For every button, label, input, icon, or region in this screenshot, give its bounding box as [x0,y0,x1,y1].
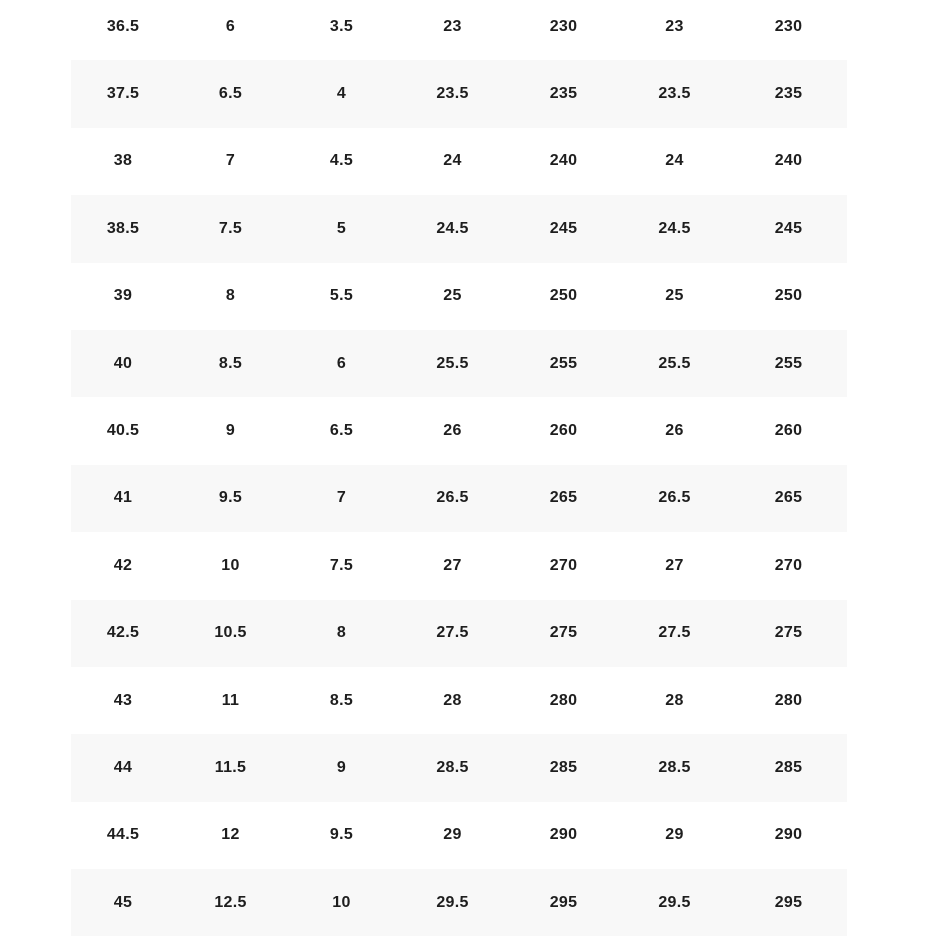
table-cell: 40 [71,330,175,397]
table-row [71,869,847,936]
table-cell: 26.5 [397,465,508,532]
table-cell: 25 [665,287,684,305]
table-cell: 290 [774,826,803,844]
table-cell: 27 [665,556,684,574]
table-cell: 250 [774,287,803,305]
table-row [71,195,847,262]
table-cell: 26 [443,422,462,440]
table-cell: 25.5 [397,330,508,397]
table-cell: 40.5 [106,422,140,440]
table-row [71,802,847,869]
table-cell: 5 [286,195,397,262]
table-cell: 11.5 [175,734,286,801]
table-cell: 245 [508,195,619,262]
table-cell: 275 [508,600,619,667]
table-cell: 44.5 [106,826,140,844]
table-cell: 6.5 [175,60,286,127]
table-cell: 7.5 [175,195,286,262]
table-cell: 255 [730,330,847,397]
table-cell: 265 [730,465,847,532]
table-cell: 8 [225,287,236,305]
table-cell: 230 [549,17,578,35]
table-cell: 10 [286,869,397,936]
table-row [71,128,847,195]
table-cell: 250 [549,287,578,305]
table-cell: 8 [286,600,397,667]
table-row [71,263,847,330]
table-cell: 37.5 [71,60,175,127]
table-cell: 235 [730,60,847,127]
table-cell: 9.5 [329,826,354,844]
table-row [71,600,847,667]
size-chart-body [71,0,847,936]
table-cell: 28.5 [397,734,508,801]
table-cell: 12.5 [175,869,286,936]
table-cell: 7.5 [329,556,354,574]
table-cell: 255 [508,330,619,397]
table-cell: 6 [286,330,397,397]
table-row [71,397,847,464]
table-cell: 230 [774,17,803,35]
table-cell: 42.5 [71,600,175,667]
table-cell: 27 [443,556,462,574]
table-cell: 12 [221,826,240,844]
table-cell: 10 [221,556,240,574]
table-cell: 7 [225,152,236,170]
table-cell: 260 [549,422,578,440]
table-cell: 6.5 [329,422,354,440]
table-cell: 260 [774,422,803,440]
table-cell: 23 [443,17,462,35]
table-cell: 23.5 [397,60,508,127]
table-cell: 235 [508,60,619,127]
table-cell: 25 [443,287,462,305]
table-cell: 10.5 [175,600,286,667]
table-cell: 5.5 [329,287,354,305]
table-cell: 265 [508,465,619,532]
table-cell: 38.5 [71,195,175,262]
table-row [71,465,847,532]
table-row [71,0,847,60]
table-row [71,60,847,127]
table-cell: 8.5 [329,691,354,709]
table-cell: 285 [508,734,619,801]
table-cell: 24 [665,152,684,170]
table-cell: 11 [221,691,240,709]
table-cell: 280 [549,691,578,709]
table-cell: 29.5 [397,869,508,936]
table-cell: 290 [549,826,578,844]
table-cell: 4.5 [329,152,354,170]
table-row [71,667,847,734]
table-cell: 38 [113,152,133,170]
table-cell: 295 [730,869,847,936]
table-row [71,532,847,599]
table-cell: 29 [665,826,684,844]
table-cell: 26.5 [619,465,730,532]
table-cell: 24.5 [619,195,730,262]
table-cell: 23.5 [619,60,730,127]
table-cell: 45 [71,869,175,936]
table-cell: 3.5 [329,17,354,35]
table-cell: 7 [286,465,397,532]
table-cell: 41 [71,465,175,532]
table-cell: 27.5 [397,600,508,667]
table-row [71,330,847,397]
table-cell: 4 [286,60,397,127]
table-cell: 26 [665,422,684,440]
table-cell: 23 [665,17,684,35]
table-cell: 28 [443,691,462,709]
table-cell: 24.5 [397,195,508,262]
table-cell: 240 [549,152,578,170]
size-chart-table [71,0,847,936]
table-cell: 240 [774,152,803,170]
table-cell: 280 [774,691,803,709]
table-cell: 43 [113,691,133,709]
table-cell: 28 [665,691,684,709]
table-cell: 245 [730,195,847,262]
table-cell: 9.5 [175,465,286,532]
table-cell: 39 [113,287,133,305]
table-cell: 29 [443,826,462,844]
table-cell: 295 [508,869,619,936]
table-cell: 9 [286,734,397,801]
table-cell: 25.5 [619,330,730,397]
table-row [71,734,847,801]
table-cell: 24 [443,152,462,170]
table-cell: 9 [225,422,236,440]
table-cell: 42 [113,556,133,574]
table-cell: 275 [730,600,847,667]
table-cell: 270 [774,556,803,574]
table-cell: 36.5 [106,17,140,35]
table-cell: 8.5 [175,330,286,397]
table-cell: 44 [71,734,175,801]
table-cell: 285 [730,734,847,801]
table-cell: 270 [549,556,578,574]
table-cell: 28.5 [619,734,730,801]
table-cell: 6 [225,17,236,35]
table-cell: 27.5 [619,600,730,667]
table-cell: 29.5 [619,869,730,936]
